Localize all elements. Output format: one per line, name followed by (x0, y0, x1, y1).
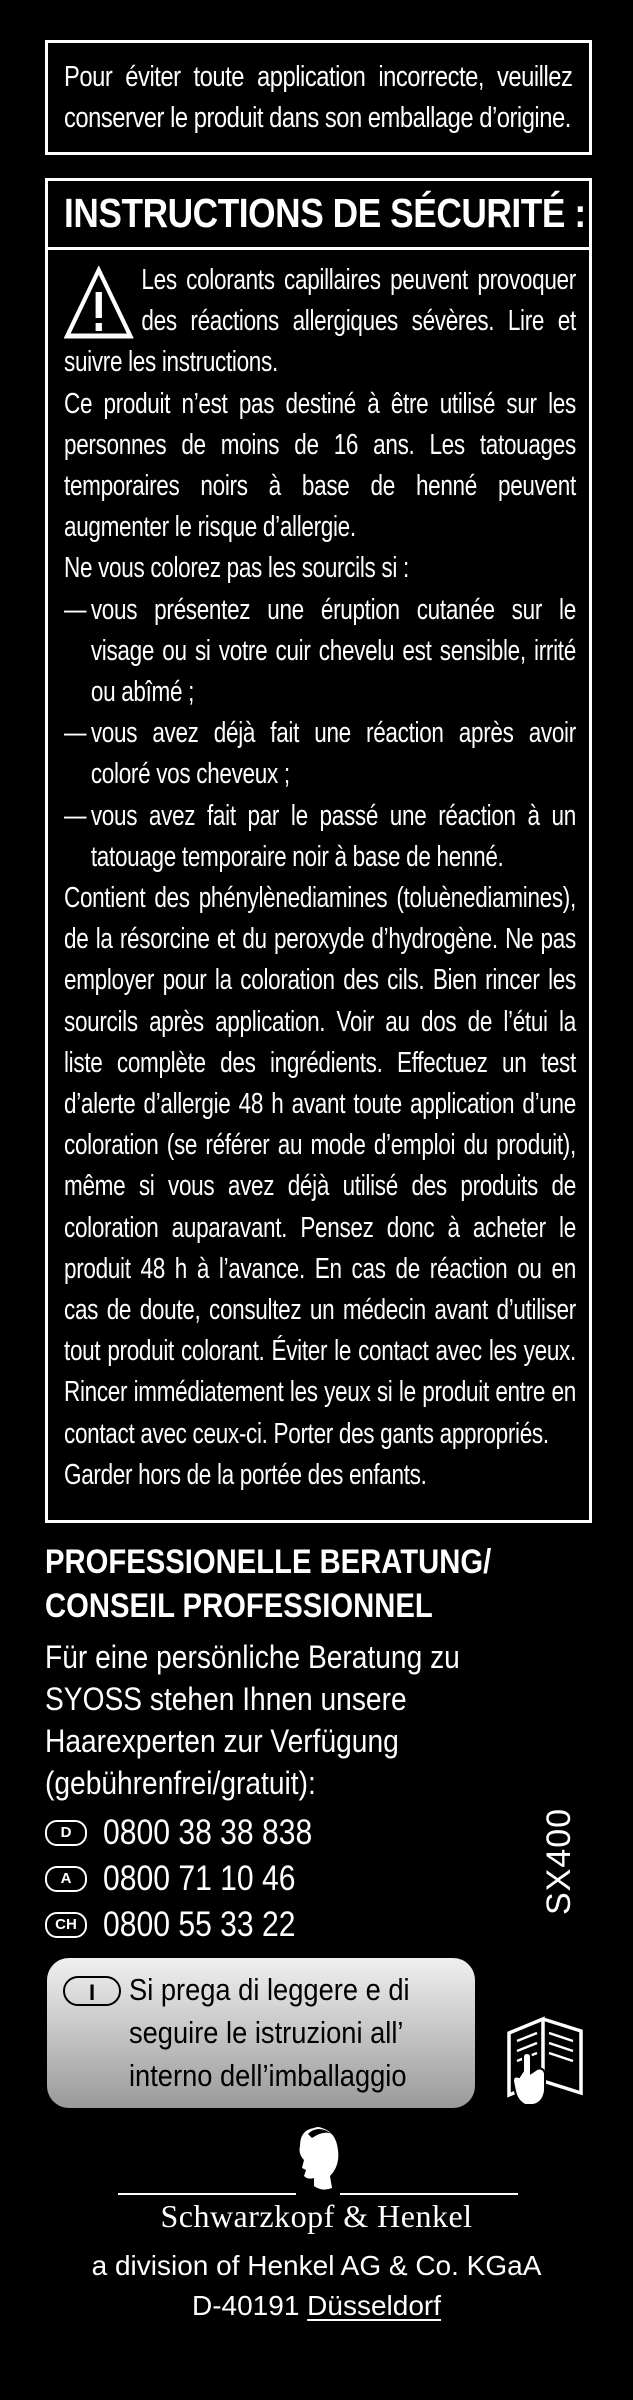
consult-body-line: Für eine persönliche Beratung zu (45, 1639, 460, 1675)
title-divider (48, 247, 589, 250)
eyebrow-lead-text: Ne vous colorez pas les sourcils si : (64, 552, 409, 585)
condition-text: vous avez déjà fait une réaction après avoir coloré vos cheveux ; (90, 717, 576, 791)
dash-marker: — (64, 593, 87, 626)
italy-line: interno dell’imballaggio (129, 2058, 407, 2093)
consult-body-line: SYOSS stehen Ihnen unsere (45, 1681, 407, 1717)
consult-heading-line: CONSEIL PROFESSIONNEL (45, 1587, 433, 1625)
phone-number: 0800 55 33 22 (103, 1905, 296, 1944)
consult-body-line: Haarexperten zur Verfügung (45, 1723, 399, 1759)
condition-item (64, 590, 576, 714)
brand-name: Schwarzkopf & Henkel (160, 2198, 473, 2234)
phone-row-at (45, 1856, 346, 1902)
address (0, 2288, 633, 2324)
phone-list (45, 1810, 346, 1948)
dash-marker: — (64, 799, 87, 832)
safety-title: INSTRUCTIONS DE SÉCURITÉ : (64, 190, 586, 236)
read-instructions-book-icon (503, 2011, 589, 2111)
consult-heading (45, 1540, 491, 1628)
country-badge: CH (45, 1912, 87, 1938)
ingredients-warning-text: Contient des phénylènediamines (toluènediamines), de la résorcine et du peroxyde d’hydrogène. Ne pas employer pour la coloration des cils. Bien rincer les sourcils après application. Voir au dos de l’étui la liste complète des ingrédients. Effectuez un test d’alerte d’allergie 48 h avant toute application d’une coloration (se référer au mode d’emploi du produit), même si vous avez déjà utilisé des produits de coloration auparavant. Pensez donc à acheter le produit 48 h à l’avance. En cas de réaction ou en cas de doute, consultez un médecin avant d’utiliser tout produit colorant. Éviter le contact avec les yeux. Rincer immédiatement les yeux si le produit entre en contact avec ceux-ci. Porter des gants appropriés. (64, 882, 576, 1450)
phone-number: 0800 71 10 46 (103, 1859, 296, 1898)
storage-note-box (45, 40, 592, 155)
italy-instructions-text (129, 1968, 410, 2097)
phone-row-de (45, 1810, 346, 1856)
condition-text: vous avez fait par le passé une réaction à un tatouage temporaire noir à base de henné. (90, 799, 576, 873)
country-badge: D (45, 1820, 87, 1846)
keep-away-text: Garder hors de la portée des enfants. (64, 1458, 427, 1491)
storage-note-text: Pour éviter toute application incorrecte, veuillez conserver le produit dans son emballage d’origine. (64, 61, 573, 134)
age-note-text: Ce produit n’est pas destiné à être utilisé sur les personnes de moins de 16 ans. Les tatouages temporaires noirs à base de henné peuvent augmenter le risque d’allergie. (64, 387, 576, 544)
dash-marker: — (64, 717, 87, 750)
italy-line: seguire le istruzioni all’ (129, 2015, 404, 2050)
italy-instructions-box (47, 1958, 475, 2108)
condition-item (64, 713, 576, 795)
condition-text: vous présentez une éruption cutanée sur le visage ou si votre cuir chevelu est sensible, irrité ou abîmé ; (90, 593, 576, 709)
consult-heading-line: PROFESSIONELLE BERATUNG/ (45, 1543, 492, 1581)
postcode: D-40191 (191, 2290, 300, 2321)
condition-item (64, 796, 576, 878)
country-badge: A (45, 1866, 87, 1892)
division-text: a division of Henkel AG & Co. KGaA (91, 2250, 542, 2281)
safety-body (64, 260, 576, 1496)
warning-triangle-icon (64, 266, 134, 340)
allergy-warning-text: Les colorants capillaires peuvent provoquer des réactions allergiques sévères. Lire et suivre les instructions. (64, 264, 576, 379)
italy-line: Si prega di leggere e di (129, 1972, 410, 2007)
consult-body-line: (gebührenfrei/gratuit): (45, 1765, 316, 1801)
safety-instructions-box (45, 178, 592, 1523)
consult-body (45, 1636, 460, 1804)
phone-number: 0800 38 38 838 (103, 1813, 313, 1852)
city: Düsseldorf (307, 2290, 442, 2321)
country-badge: I (63, 1976, 121, 2006)
product-code: SX400 (540, 1807, 578, 1915)
phone-row-ch (45, 1902, 346, 1948)
schwarzkopf-head-logo-icon (118, 2120, 518, 2200)
